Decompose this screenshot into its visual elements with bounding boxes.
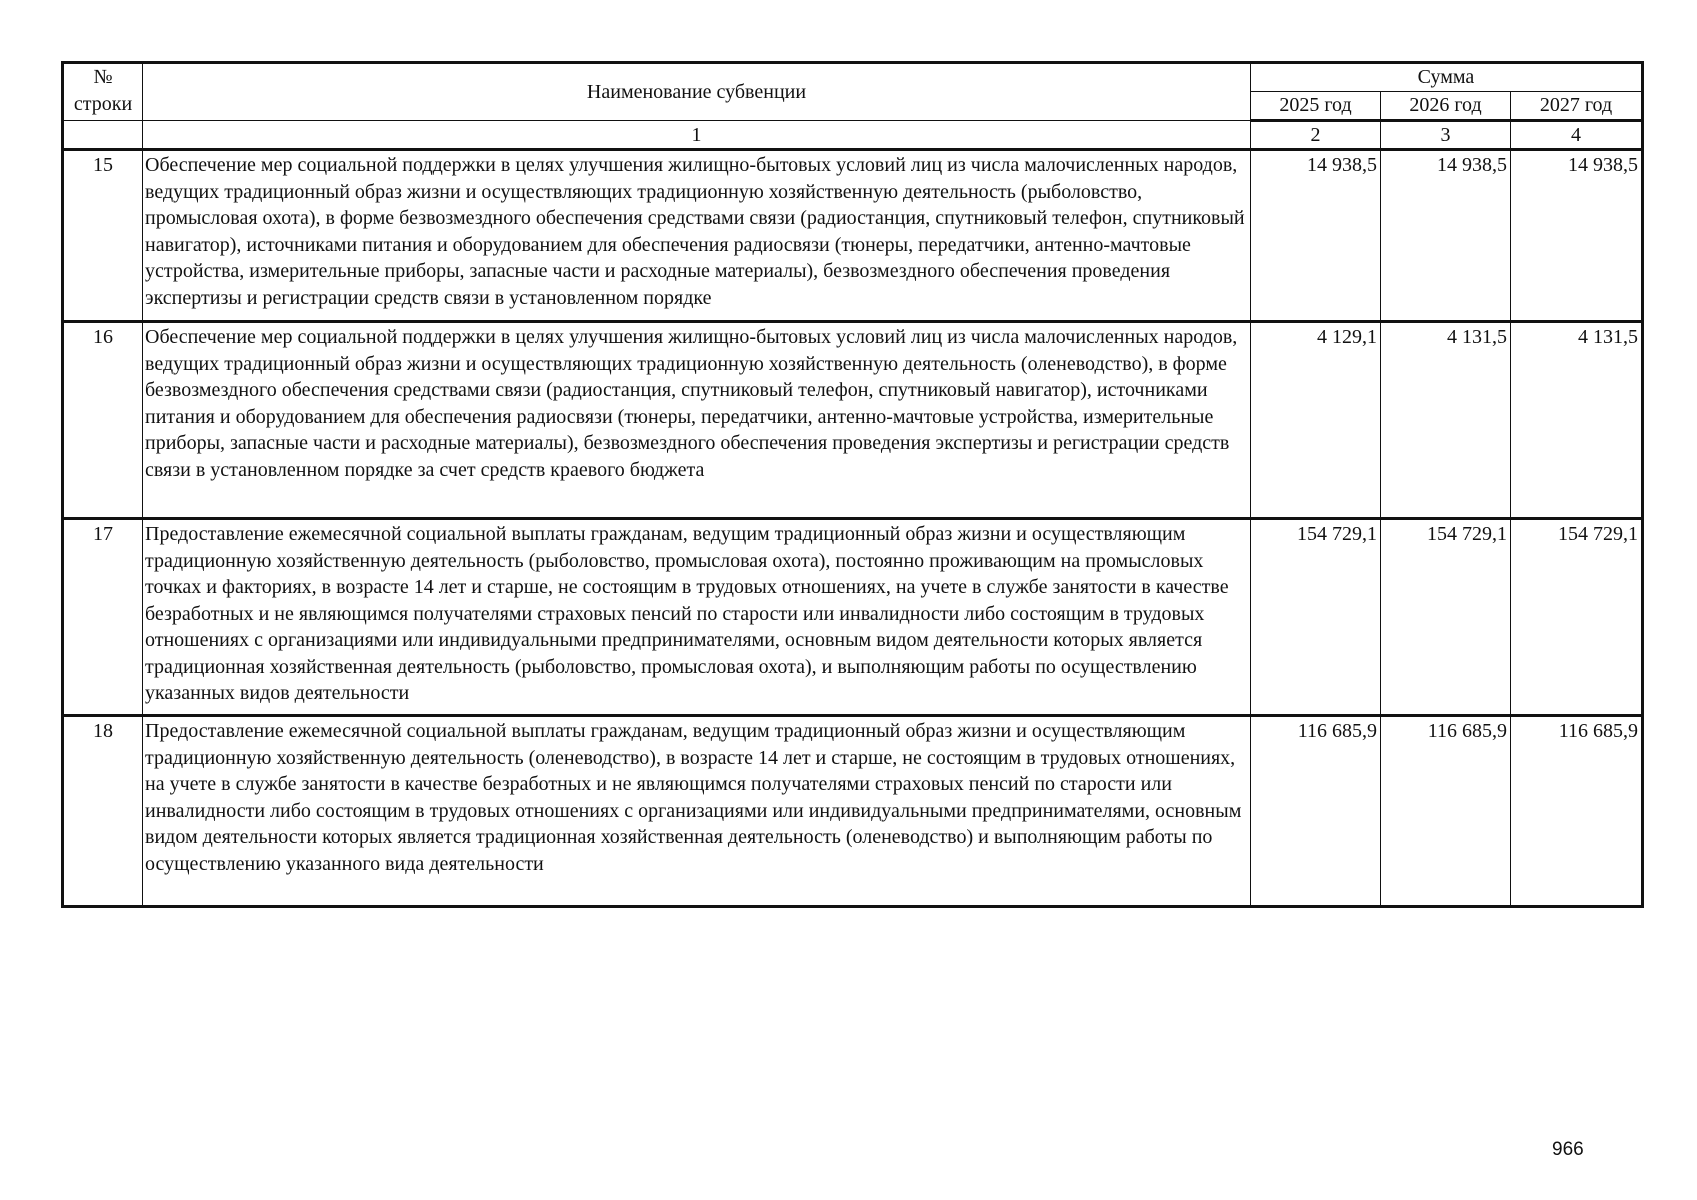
- amount-2027: 116 685,9: [1511, 716, 1643, 907]
- amount-2027: 4 131,5: [1511, 322, 1643, 519]
- subvention-name: Предоставление ежемесячной социальной выплаты гражданам, ведущим традиционный образ жизни и осуществляющим традиционную хозяйственную деятельность (рыболовство, промысловая охота), постоянно проживающим на промысловых точках и факториях, в возрасте 14 лет и старше, не состоящим в трудовых отношениях, на учете в службе занятости в качестве безработных и не являющимся получателями страховых пенсий по старости или инвалидности либо состоящим в трудовых отношениях с организациями или индивидуальными предпринимателями, основным видом деятельности которых является традиционная хозяйственная деятельность (рыболовство, промысловая охота), и выполняющим работы по осуществлению указанных видов деятельности: [143, 519, 1251, 716]
- header-sum: Сумма: [1251, 63, 1643, 92]
- amount-2027: 154 729,1: [1511, 519, 1643, 716]
- amount-2026: 154 729,1: [1381, 519, 1511, 716]
- column-number-blank: [63, 121, 143, 150]
- header-row-number: [63, 63, 143, 121]
- subvention-table: [61, 61, 1644, 908]
- header-row-number-line1: №: [93, 66, 113, 88]
- amount-2025: 154 729,1: [1251, 519, 1381, 716]
- amount-2026: 4 131,5: [1381, 322, 1511, 519]
- amount-2025: 14 938,5: [1251, 150, 1381, 322]
- row-number: 15: [63, 150, 143, 322]
- column-number-1: 1: [143, 121, 1251, 150]
- page-number: 966: [1552, 1139, 1584, 1160]
- amount-2026: 116 685,9: [1381, 716, 1511, 907]
- amount-2026: 14 938,5: [1381, 150, 1511, 322]
- column-number-4: 4: [1511, 121, 1643, 150]
- table-row: [63, 322, 1643, 519]
- column-number-3: 3: [1381, 121, 1511, 150]
- header-name: Наименование субвенции: [143, 63, 1251, 121]
- subvention-name: Обеспечение мер социальной поддержки в целях улучшения жилищно-бытовых условий лиц из числа малочисленных народов, ведущих традиционный образ жизни и осуществляющих традиционную хозяйственную деятельность (оленеводство), в форме безвозмездного обеспечения средствами связи (радиостанция, спутниковый телефон, спутниковый навигатор), источниками питания и оборудованием для обеспечения радиосвязи (тюнеры, передатчики, антенно-мачтовые устройства, измерительные приборы, запасные части и расходные материалы), безвозмездного обеспечения проведения экспертизы и регистрации средств связи в установленном порядке за счет средств краевого бюджета: [143, 322, 1251, 519]
- amount-2025: 116 685,9: [1251, 716, 1381, 907]
- subvention-name: Обеспечение мер социальной поддержки в целях улучшения жилищно-бытовых условий лиц из числа малочисленных народов, ведущих традиционный образ жизни и осуществляющих традиционную хозяйственную деятельность (рыболовство, промысловая охота), в форме безвозмездного обеспечения средствами связи (радиостанция, спутниковый телефон, спутниковый навигатор), источниками питания и оборудованием для обеспечения радиосвязи (тюнеры, передатчики, антенно-мачтовые устройства, измерительные приборы, запасные части и расходные материалы), безвозмездного обеспечения проведения экспертизы и регистрации средств связи в установленном порядке: [143, 150, 1251, 322]
- table-row: [63, 150, 1643, 322]
- amount-2027: 14 938,5: [1511, 150, 1643, 322]
- table-row: [63, 519, 1643, 716]
- header-year-2027: 2027 год: [1511, 92, 1643, 121]
- row-number: 17: [63, 519, 143, 716]
- header-year-2026: 2026 год: [1381, 92, 1511, 121]
- row-number: 18: [63, 716, 143, 907]
- amount-2025: 4 129,1: [1251, 322, 1381, 519]
- table-row: [63, 716, 1643, 907]
- row-number: 16: [63, 322, 143, 519]
- header-row-number-line2: строки: [73, 93, 133, 115]
- column-number-2: 2: [1251, 121, 1381, 150]
- subvention-name: Предоставление ежемесячной социальной выплаты гражданам, ведущим традиционный образ жизни и осуществляющим традиционную хозяйственную деятельность (оленеводство), в возрасте 14 лет и старше, не состоящим в трудовых отношениях, на учете в службе занятости в качестве безработных и не являющимся получателями страховых пенсий по старости или инвалидности либо состоящим в трудовых отношениях с организациями или индивидуальными предпринимателями, основным видом деятельности которых является традиционная хозяйственная деятельность (оленеводство) и выполняющим работы по осуществлению указанного вида деятельности: [143, 716, 1251, 907]
- header-year-2025: 2025 год: [1251, 92, 1381, 121]
